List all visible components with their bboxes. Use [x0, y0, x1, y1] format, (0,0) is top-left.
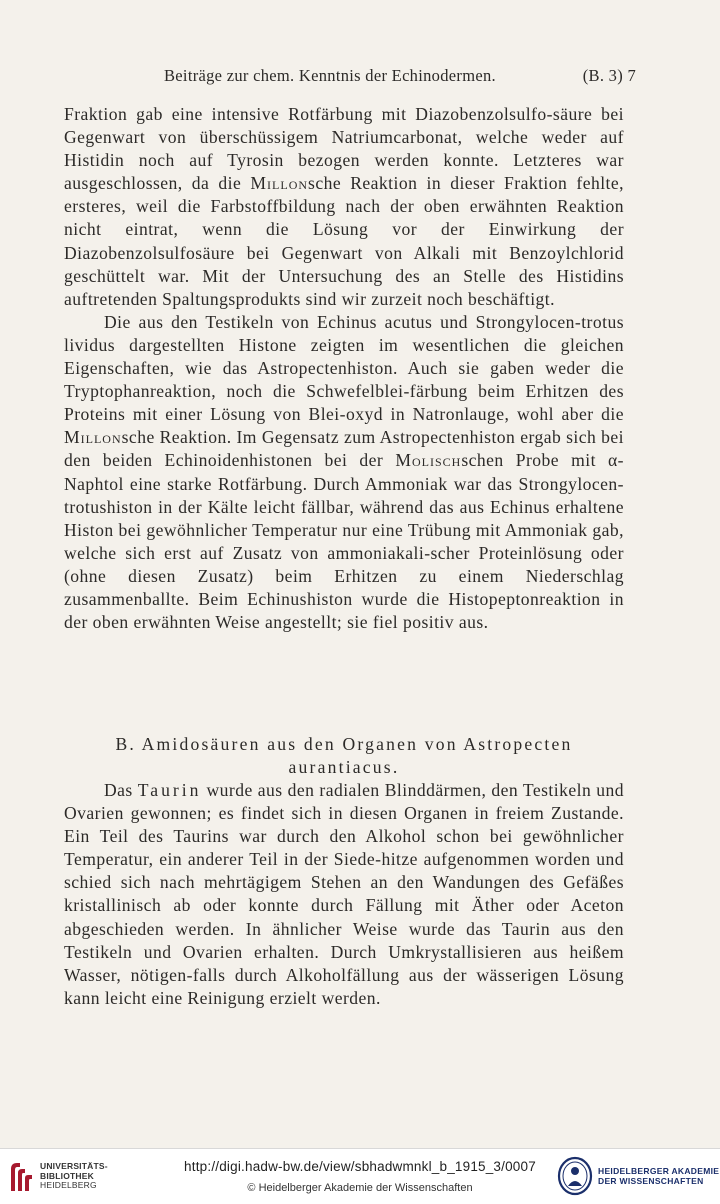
academy-seal-icon[interactable] — [557, 1156, 593, 1196]
university-library-name: UNIVERSITÄTS- BIBLIOTHEK HEIDELBERG — [40, 1161, 108, 1190]
author-name-millon: Millon — [250, 173, 309, 194]
paragraph-taurine: Das Taurin wurde aus den radialen Blinddärmen, den Testikeln und Ovarien gewonnen; es findet sich in diesen Organen in freiem Zustande. Ein Teil des Taurins war durch den Alkohol schon bei gewöhnlicher Temperatur, ein anderer Teil in der Siede-hitze aufgenommen worden und schied sich nach mehrtägigem Stehen an den Wandungen des Gefäßes kristallinisch ab oder konnte durch Fällung mit Äther oder Aceton abgeschieden werden. In ähnlicher Weise wurde das Taurin aus den Testikeln und Ovarien erhalten. Durch Umkrystallisieren aus heißem Wasser, nötigen-falls durch Alkoholfällung aus der wässerigen Lösung kann leicht eine Reinigung erzielt werden. — [64, 780, 624, 1008]
term-taurin: Taurin — [137, 780, 202, 800]
text-block-histone — [64, 103, 624, 634]
paragraph-echinoid-histones: Die aus den Testikeln von Echinus acutus und Strongylocen-trotus lividus dargestellten Histone zeigten im wesentlichen die gleichen Eigenschaften, wie das Astropectenhiston. Auch sie gaben weder die Tryptophanreaktion, noch die Schwefelblei-färbung beim Erhitzen des Proteins mit einer Lösung von Blei-oxyd in Natronlauge, wohl aber die Millonsche Reaktion. Im Gegensatz zum Astropectenhiston ergab sich bei den beiden Echinoidenhistonen bei der Molischschen Probe mit α-Naphtol eine starke Rotfärbung. Durch Ammoniak war das Strongylocen-trotushiston in der Kälte leicht fällbar, während das aus Echinus erhaltene Histon bei gewöhnlicher Temperatur nur eine Trübung mit Ammoniak gab, welche sich erst auf Zusatz von ammoniakali-scher Proteinlösung oder (ohne diesen Zusatz) beim Erhitzen zu einem Niederschlag zusammenballte. Beim Echinushiston wurde die Histopeptonreaktion in der oben erwähnten Weise angestellt; sie fiel positiv aus. — [64, 311, 624, 633]
page-reference: (B. 3) 7 — [582, 66, 636, 85]
running-header — [64, 66, 636, 86]
section-heading-line-2: aurantiacus. — [288, 757, 400, 778]
section-heading-line-1: B. Amidosäuren aus den Organen von Astropecten — [115, 734, 573, 754]
author-name-molisch: Molisch — [395, 450, 462, 471]
permalink-url[interactable]: http://digi.hadw-bw.de/view/sbhadwmnkl_b_1915_3/0007 — [184, 1159, 536, 1174]
section-heading — [64, 733, 624, 779]
author-name-millon: Millon — [64, 427, 122, 448]
copyright-notice: © Heidelberger Akademie der Wissenschaften — [247, 1182, 473, 1194]
text-block-taurine — [64, 779, 624, 1010]
running-title: Beiträge zur chem. Kenntnis der Echinodermen. — [164, 66, 496, 85]
academy-name: HEIDELBERGER AKADEMIE DER WISSENSCHAFTEN — [598, 1166, 720, 1186]
digitization-footer — [0, 1148, 720, 1204]
paragraph-continued: Fraktion gab eine intensive Rotfärbung mit Diazobenzolsulfo-säure bei Gegenwart von überschüssigem Natriumcarbonat, welche weder auf Histidin noch auf Tyrosin bezogen werden konnte. Letzteres war ausgeschlossen, da die Millonsche Reaktion in dieser Fraktion fehlte, ersteres, weil die Farbstoffbildung nach der oben erwähnten Reaktion nicht eintrat, wenn die Lösung vor der Einwirkung der Diazobenzolsulfosäure bei Gegenwart von Alkali mit Benzoylchlorid geschüttelt war. Mit der Untersuchung des an Stelle des Histidins auftretenden Spaltungsprodukts sind wir zurzeit noch beschäftigt. — [64, 104, 624, 309]
